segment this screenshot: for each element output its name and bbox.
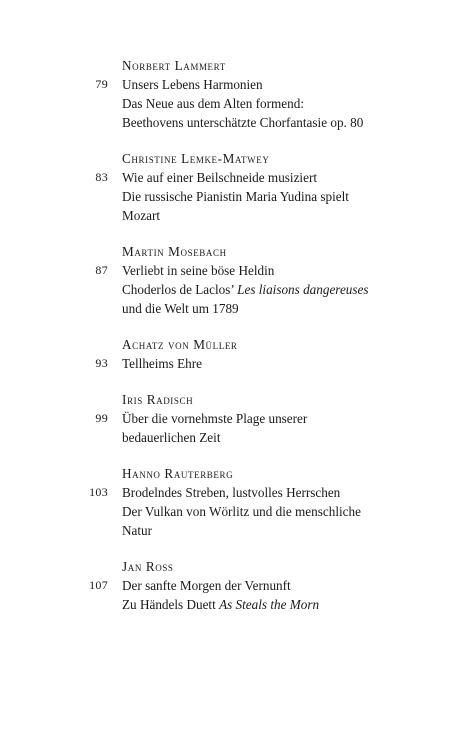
toc-entry xyxy=(0,390,449,447)
toc-entry xyxy=(0,464,449,540)
author-name: Iris Radisch xyxy=(122,392,194,407)
author-name: Martin Mosebach xyxy=(122,244,227,259)
page-number: 107 xyxy=(89,578,108,592)
author-name: Achatz von Müller xyxy=(122,337,238,352)
toc-entry xyxy=(0,56,449,132)
toc-entry xyxy=(0,335,449,373)
toc-entry xyxy=(0,149,449,225)
work-title-italic: Les liaisons dangereuses xyxy=(237,282,369,297)
page-number: 83 xyxy=(95,170,108,184)
essay-subtitle: Die russische Pianistin Maria Yudina spielt xyxy=(122,189,349,204)
essay-subtitle: Der Vulkan von Wörlitz und die menschliche xyxy=(122,504,361,519)
essay-title: Verliebt in seine böse Heldin xyxy=(122,263,275,278)
essay-subtitle xyxy=(122,280,369,299)
essay-subtitle: und die Welt um 1789 xyxy=(122,301,239,316)
essay-subtitle xyxy=(122,595,319,614)
work-title-italic: As Steals the Morn xyxy=(219,597,320,612)
subtitle-prefix: Choderlos de Laclos’ xyxy=(122,282,238,297)
essay-subtitle: Mozart xyxy=(122,208,161,223)
page-number: 93 xyxy=(95,356,108,370)
author-name: Hanno Rauterberg xyxy=(122,466,234,481)
essay-subtitle: Natur xyxy=(122,523,153,538)
essay-subtitle: Das Neue aus dem Alten formend: xyxy=(122,96,305,111)
page-number: 99 xyxy=(95,411,108,425)
essay-title: Tellheims Ehre xyxy=(122,356,203,371)
page-number: 79 xyxy=(95,77,108,91)
author-name: Christine Lemke-Matwey xyxy=(122,151,270,166)
table-of-contents xyxy=(0,56,449,631)
subtitle-prefix: Zu Händels Duett xyxy=(122,597,220,612)
essay-title: Wie auf einer Beilschneide musiziert xyxy=(122,170,318,185)
toc-entry xyxy=(0,242,449,318)
essay-subtitle: Beethovens unterschätzte Chorfantasie op. 80 xyxy=(122,115,364,130)
essay-title: Unsers Lebens Harmonien xyxy=(122,77,263,92)
essay-title-continued: bedauerlichen Zeit xyxy=(122,430,221,445)
author-name: Norbert Lammert xyxy=(122,58,226,73)
essay-title: Über die vornehmste Plage unserer xyxy=(122,411,308,426)
toc-entry xyxy=(0,557,449,614)
essay-title: Brodelndes Streben, lustvolles Herrschen xyxy=(122,485,341,500)
essay-title: Der sanfte Morgen der Vernunft xyxy=(122,578,291,593)
page-number: 103 xyxy=(89,485,108,499)
page-number: 87 xyxy=(95,263,108,277)
author-name: Jan Ross xyxy=(122,559,174,574)
